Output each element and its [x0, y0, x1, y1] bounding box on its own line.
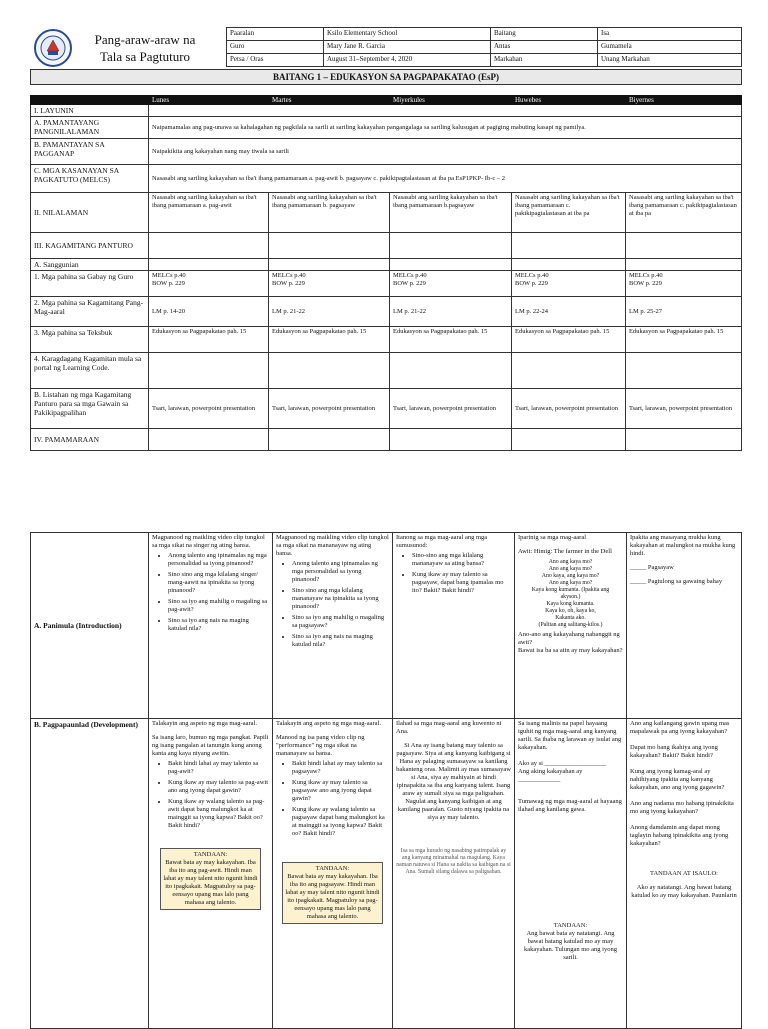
note-text: Bawat bata ay may kakayahan. Iba iba ito ang pag-awit. Hindi man lahat ay may talent nito ngunit hindi ito ipagkakait. Magpatuloy sa pag-eensayo upang mas lalo pang mahasa ang talento.: [163, 859, 258, 906]
cell-text: Tsart, larawan, powerpoint presentation: [626, 389, 742, 429]
day-miyerkules: Miyerkules: [390, 96, 512, 105]
section-label: B. PAMANTAYAN SA PAGGANAP: [31, 139, 149, 165]
cell-text: Edukasyon sa Pagpapakatao pah. 15: [149, 327, 269, 353]
cell-text: Nasasabi ang sariling kakayahan sa iba't ibang pamamaraan b. pagsayaw: [269, 193, 390, 233]
info-label: Petsa / Oras: [227, 54, 324, 67]
song-lyrics: [518, 559, 623, 629]
cell-text: Tsart, larawan, powerpoint presentation: [149, 389, 269, 429]
cell-text: Edukasyon sa Pagpapakatao pah. 15: [512, 327, 626, 353]
table-row: [227, 28, 742, 41]
section-label: B. Pagpapaunlad (Development): [31, 719, 149, 1029]
info-value: Ksilo Elementary School: [324, 28, 491, 41]
table-row: [31, 193, 742, 233]
lyric-line: Ano ang kaya mo?: [548, 559, 593, 565]
note-text: Ang bawat bata ay natatangi. Ang bawat batang katulad mo ay may kakayahan. Tulungan mo ang iyong sarili.: [524, 930, 617, 961]
table-row: [31, 233, 742, 259]
table-row: [31, 165, 742, 193]
list-item: • Sino-sino ang mga kilalang mananayaw sa ating bansa?: [412, 552, 511, 568]
fill-line: Ang aking kakayahan ay _____________: [518, 768, 583, 783]
list-item: • Anong talento ang ipinamalas ng mga personalidad sa iyong pinanood?: [292, 560, 389, 584]
cell-text: Nasasabi ang sariling kakayahan sa iba't ibang pamamaraan a. pag-awit: [149, 193, 269, 233]
note-text: Ako ay natatangi. Ang bawat batang katulad ko ay may kakayahan. Paunlarin: [631, 884, 737, 899]
list-item: • Sino sa iyo ang nais na maging katulad nila?: [168, 617, 269, 633]
cell-text: Anong damdamin ang dapat mong taglayin habang ipinakikita ang iyong kakayahan?: [630, 824, 729, 847]
cell-text: MELCs p.40 BOW p. 229: [269, 271, 390, 297]
table-row: [31, 429, 742, 451]
lyric-line: (Palitan ang salitang-kilos.): [538, 622, 603, 628]
note-title: TANDAAN:: [315, 865, 350, 872]
cell-text: Edukasyon sa Pagpapakatao pah. 15: [626, 327, 742, 353]
header-info-table: [226, 27, 742, 67]
section-label: B. Listahan ng mga Kagamitang Panturo para sa mga Gawain sa Pakikipagpalihan: [31, 389, 149, 429]
tandaan-box: [282, 862, 383, 924]
section-label: II. NILALAMAN: [31, 193, 149, 233]
question-list: [286, 560, 389, 649]
lyric-line: Kaya kong kumanta.: [546, 601, 595, 607]
info-label: Antas: [491, 41, 598, 54]
lesson-plan-table: [30, 95, 742, 451]
cell-text: Magpanood ng maikling video clip tungkol sa mga sikat na singer ng ating bansa.: [152, 534, 265, 549]
day-martes: Martes: [269, 96, 390, 105]
cell-text: Tsart, larawan, powerpoint presentation: [390, 389, 512, 429]
info-label: Guro: [227, 41, 324, 54]
cell-text: LM p. 14-20: [149, 297, 269, 327]
cell-text: Naipamamalas ang pag-unawa sa kahalagahan ng pagkilala sa sarili at sariling kakayahan pangangalaga sa sariling kalusugan at pagiging mabuting kasapi ng pamilya.: [149, 117, 742, 139]
lyric-line: Kaya kong kumanta. (Ipakita ang: [531, 587, 610, 593]
info-label: Markahan: [491, 54, 598, 67]
cell-text: Magpanood ng maikling video clip tungkol sa mga sikat na mananayaw ng ating bansa.: [276, 534, 389, 557]
table-row: [227, 54, 742, 67]
table-row: [31, 259, 742, 271]
question-list: [406, 552, 511, 595]
grade-banner: BAITANG 1 – EDUKASYON SA PAGPAPAKATAO (EsP): [30, 69, 742, 85]
info-value: August 31–September 4, 2020: [324, 54, 491, 67]
tandaan-box: [518, 922, 623, 962]
story-extra: Isa sa mga hurado ng nasabing patimpalak ay ang kanyang minamahal na magulang. Kaya naman natuwa si Hana sa nakita sa kaibigan na si Ana. Sumali silang dalawa sa paligsahan.: [396, 848, 511, 875]
list-item: • Sino sino ang mga kilalang mananayaw na ipinakita sa iyong pinanood?: [292, 587, 389, 611]
list-item: • Bakit hindi lahat ay may talento sa pagsayaw?: [292, 760, 389, 776]
cell-text: Sa isang malinis na papel hayaang iguhit ng mga mag-aaral ang kanyang sarili. Sa ibaba ng larawan ay isulat ang kakayahan.: [518, 720, 622, 751]
cell-text: LM p. 22-24: [512, 297, 626, 327]
info-label: Baitang: [491, 28, 598, 41]
section-label: A. Sanggunian: [31, 259, 149, 271]
cell-text: LM p. 21-22: [390, 297, 512, 327]
cell-text: MELCs p.40 BOW p. 229: [390, 271, 512, 297]
table-row: [31, 327, 742, 353]
note-title: TANDAAN:: [553, 922, 588, 929]
cell-text: Ano ang nadama mo habang ipinakikita mo ang iyong kakayahan?: [630, 800, 734, 815]
cell-text: Tumawag ng mga mag-aaral at hayaang ilahad ang kanilang gawa.: [518, 798, 622, 813]
list-item: • Sino sino ang mga kilalang singer/ mang-aawit na ipinakita sa iyong pinanood?: [168, 571, 269, 595]
list-item: • Bakit hindi lahat ay may talento sa pag-awit?: [168, 760, 269, 776]
cell-text: Talakayin ang aspeto ng mga mag-aaral.: [152, 720, 257, 727]
cell-text: Nasasabi ang sariling kakayahan sa iba't ibang pamamaraan b.pagsayaw: [390, 193, 512, 233]
cell-text: MELCs p.40 BOW p. 229: [626, 271, 742, 297]
cell-text: Nasasabi ang sariling kakayahan sa iba't ibang pamamaraan c. pakikipagtalastasan at iba pa: [512, 193, 626, 233]
table-row: [31, 105, 742, 117]
title-line-1: Pang-araw-araw na: [94, 32, 196, 47]
info-value: Mary Jane R. Garcia: [324, 41, 491, 54]
section-label: 2. Mga pahina sa Kagamitang Pang-Mag-aaral: [31, 297, 149, 327]
tandaan-box: [160, 848, 261, 910]
page-title: [75, 31, 215, 65]
list-item: _____ Pagsayaw: [630, 564, 674, 571]
section-label: IV. PAMAMARAAN: [31, 429, 149, 451]
question-list: [162, 760, 269, 830]
question-list: [286, 760, 389, 838]
list-item: • Kung ikaw ay walang talento sa pagsayaw dapat bang malungkot ka at mainggit sa iyong kapwa? Bakit oo? Bakit hindi?: [292, 806, 389, 838]
lyric-line: Kakanta ako.: [555, 615, 586, 621]
day-header-row: [31, 96, 742, 105]
list-item: • Kung ikaw ay may talento sa pagsayaw ano ang iyong dapat gawin?: [292, 779, 389, 803]
cell-text: MELCs p.40 BOW p. 229: [512, 271, 626, 297]
table-row: [227, 41, 742, 54]
cell-text: Talakayin ang aspeto ng mga mag-aaral.: [276, 720, 381, 727]
day-huwebes: Huwebes: [512, 96, 626, 105]
list-item: • Kung ikaw ay may talento sa pagsayaw, dapat bang ipamalas mo ito? Bakit? Bakit hindi?: [412, 571, 511, 595]
info-label: Paaralan: [227, 28, 324, 41]
section-label: 4. Karagdagang Kagamitan mula sa portal ng Learning Code.: [31, 353, 149, 389]
deped-seal-icon: [34, 29, 72, 67]
list-item: • Kung ikaw ay walang talento sa pag-awit dapat bang malungkot ka at mainggit sa iyong kapwa? Bakit oo? Bakit hindi?: [168, 798, 269, 830]
fill-line: Ako ay si ___________________: [518, 760, 607, 767]
cell-text: Dapat mo bang ikahiya ang iyong kakayahan? Bakit? Bakit hindi?: [630, 744, 718, 759]
table-row: [31, 139, 742, 165]
table-row: [31, 719, 742, 1029]
title-line-2: Tala sa Pagtuturo: [99, 49, 191, 64]
cell-text: Ano-ano ang kakayahang nabanggit ng awit? Bawat isa ba sa atin ay may kakayahan?: [518, 631, 623, 654]
section-label: I. LAYUNIN: [31, 105, 149, 117]
cell-text: Ilahad sa mga mag-aaral ang kuwento ni Ana.: [396, 720, 502, 735]
section-label: A. PAMANTAYANG PANGNILALAMAN: [31, 117, 149, 139]
list-item: • Kung ikaw ay may talento sa pag-awit ano ang iyong dapat gawin?: [168, 779, 269, 795]
section-label: A. Panimula (Introduction): [31, 533, 149, 719]
table-row: [31, 271, 742, 297]
list-item: • Sino sa iyo ang mahilig o magaling sa pag-awit?: [168, 598, 269, 614]
section-label: III. KAGAMITANG PANTURO: [31, 233, 149, 259]
list-item: • Sino sa iyo ang mahilig o magaling sa pagsayaw?: [292, 614, 389, 630]
table-row: [31, 353, 742, 389]
cell-text: Edukasyon sa Pagpapakatao pah. 15: [269, 327, 390, 353]
section-label: C. MGA KASANAYAN SA PAGKATUTO (MELCS): [31, 165, 149, 193]
day-lunes: Lunes: [149, 96, 269, 105]
cell-text: LM p. 21-22: [269, 297, 390, 327]
cell-text: Ipakita ang masayang mukha kung kakayahan at malungkot na mukha kung hindi.: [630, 534, 736, 557]
lyric-line: Ano ang kaya mo?: [548, 566, 593, 572]
info-value: Isa: [598, 28, 742, 41]
list-item: • Sino sa iyo ang nais na maging katulad nila?: [292, 633, 389, 649]
cell-text: Manood ng isa pang video clip ng "performance" ng mga sikat na mananayaw sa bansa.: [276, 734, 365, 757]
cell-text: Tsart, larawan, powerpoint presentation: [512, 389, 626, 429]
table-row: [31, 297, 742, 327]
section-label: 3. Mga pahina sa Teksbuk: [31, 327, 149, 353]
question-list: [162, 552, 269, 633]
cell-text: Nasasabi ang sariling kakayahan sa iba't ibang pamamaraan c. pakikipagtalastasan at iba pa: [626, 193, 742, 233]
table-row: [31, 389, 742, 429]
lyric-line: Ano kaya, ang kaya mo?: [541, 573, 600, 579]
cell-text: Iparinig sa mga mag-aaral: [518, 534, 587, 541]
list-item: • Anong talento ang ipinamalas ng mga personalidad sa iyong pinanood?: [168, 552, 269, 568]
info-value: Gumamela: [598, 41, 742, 54]
cell-text: Ano ang kailangang gawin upang mas mapalawak pa ang iyong kakayahan?: [630, 720, 730, 735]
table-row: [31, 533, 742, 719]
day-biyernes: Biyernes: [626, 96, 742, 105]
song-title: Awit: Himig: The farmer in the Dell: [518, 548, 612, 555]
list-item: _____ Pagtulong sa gawaing bahay: [630, 578, 723, 585]
cell-text: MELCs p.40 BOW p. 229: [149, 271, 269, 297]
page-one: [30, 25, 742, 455]
info-value: Unang Markahan: [598, 54, 742, 67]
procedure-table: [30, 532, 742, 1029]
note-text: Bawat bata ay may kakayahan. Iba iba ito ang pagsayaw. Hindi man lahat ay may talent nito ngunit hindi ito ipagkakait. Magpatuloy sa pag-eensayo upang mas lalo pang mahasa ang talento.: [285, 873, 380, 920]
lyric-line: Ano ang kaya mo?: [548, 580, 593, 586]
cell-text: Kung ang iyong kamag-aral ay nahihiyang ipakita ang kanyang kakayahan, ano ang iyong gagawin?: [630, 768, 725, 791]
lyric-line: Kaya ko, oh, kaya ko,: [545, 608, 596, 614]
lyric-line: akyson.): [560, 594, 581, 600]
cell-text: Nasasabi ang sariling kakayahan sa iba't ibang pamamaraan a. pag-awit b. pagsayaw c. pakikipagtalastasan at iba pa EsP1PKP- Ib-c – 2: [149, 165, 742, 193]
cell-text: Tsart, larawan, powerpoint presentation: [269, 389, 390, 429]
cell-text: LM p. 25-27: [626, 297, 742, 327]
cell-text: Naipakikita ang kakayahan nang may tiwala sa sarili: [149, 139, 742, 165]
note-title: TANDAAN AT ISAULO:: [650, 870, 718, 877]
cell-text: Edukasyon sa Pagpapakatao pah. 15: [390, 327, 512, 353]
note-title: TANDAAN:: [193, 851, 228, 858]
story-text: Si Ana ay isang batang may talento sa pagsayaw. Siya at ang kanyang kaibigang si Hana ay palaging sumasayaw sa kanilang bakanteng oras. Malimit ay mas sumasayaw si Ana, siya ay mahiyain at hindi ipinapakita sa iba ang kanyang talent. Isang araw ay sumali siya sa mga paligsahan. Nagulat ang kanyang kaibigan at ang kanilang paaralan. Gusto niyang ipakita na siya ay may talento.: [396, 742, 511, 821]
table-row: [31, 117, 742, 139]
cell-text: Itanong sa mga mag-aaral ang mga sumusunod:: [396, 534, 488, 549]
cell-text: Sa isang laro, bumuo ng mga pangkat. Papili ng isang pangalan at tanungin kung anong kanta ang kaya niyang awitin.: [152, 734, 269, 757]
section-label: 1. Mga pahina sa Gabay ng Guro: [31, 271, 149, 297]
